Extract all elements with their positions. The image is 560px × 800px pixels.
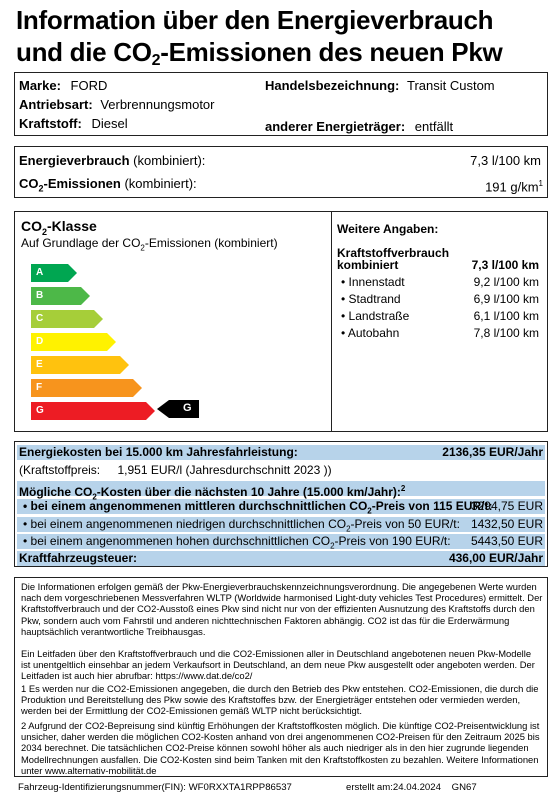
further-info-item-label: • Autobahn (341, 326, 400, 340)
created-label: erstellt am: (346, 782, 393, 793)
further-info-item-label: • Stadtrand (341, 292, 401, 306)
combined-label: kombiniert (337, 258, 399, 272)
co2-class-letter: E (36, 359, 43, 370)
disclaimer-paragraph-1: Die Informationen erfolgen gemäß der Pkw-Energieverbrauchskennzeichnungsverordnung. Die angegebenen Werte wurden nach dem vorgeschriebenen Messverfahren WLTP (Worldwide harmonised Light-duty vehicles Test Procedures) ermittelt. Der Kraftstoffverbrauch und der CO2-Ausstoß eines Pkw sind nicht nur von der effizienten Ausnutzung des Kraftstoffs durch den Pkw, sondern auch vom Fahrstil und anderen nichttechnischen Faktoren abhängig. CO2 ist das für die Erderwärmung hauptsächlich verantwortliche Treibhausgas. (21, 581, 543, 637)
scenario-mid-label: • bei einem angenommenen mittleren durchschnittlichen $CO_2$-Preis von 115 EUR/t: (23, 499, 493, 516)
co2-class-bar-b (31, 287, 90, 305)
scenario-mid-value: 3294,75 EUR (470, 499, 543, 513)
drive-label: Antriebsart: (19, 97, 93, 112)
further-info-item-text: Innenstadt (348, 275, 405, 289)
scenario-low-label-sub: 2 (346, 524, 351, 534)
scenario-high-label-pre: bei einem angenommenen hohen durchschnittlichen CO (30, 534, 331, 548)
co2-class-bar-d (31, 333, 116, 351)
co2-costs-footnote-ref: 2 (400, 484, 406, 493)
scenario-mid-label-post: -Preis von 115 EUR/t: (371, 499, 493, 513)
co2-costs-heading-sub: 2 (92, 492, 97, 502)
co2-box-divider (331, 212, 332, 431)
vehicle-tax-value: 436,00 EUR/Jahr (448, 551, 543, 565)
scenario-high-value: 5443,50 EUR (470, 534, 543, 548)
fuel-consumption-label: Kraftstoffverbrauch (337, 246, 450, 260)
further-info-item-value: 7,8 l/100 km (473, 326, 539, 340)
emissions-label-post: -Emissionen (43, 176, 121, 191)
co2-class-bar-a (31, 264, 77, 282)
brand-row (19, 77, 107, 94)
vehicle-tax-label: Kraftfahrzeugsteuer: (19, 551, 138, 565)
other-energy-row (265, 118, 453, 135)
co2-class-subheading (21, 236, 278, 252)
emissions-qualifier: (kombiniert): (124, 176, 197, 191)
further-info-item-value: 6,9 l/100 km (473, 292, 539, 306)
co2-class-box (14, 211, 548, 432)
scenario-high-label-sub: 2 (330, 541, 335, 551)
combined-value: 7,3 l/100 km (471, 258, 539, 272)
emissions-value-row (485, 175, 543, 195)
co2-class-bar-e (31, 356, 129, 374)
further-info-item-text: Landstraße (348, 309, 410, 323)
fuel-price-label: (Kraftstoffpreis: (19, 463, 101, 477)
emissions-label-pre: CO (19, 176, 39, 191)
scenario-high-label: • bei einem angenommenen hohen durchschnittlichen $CO_2$-Preis von 190 EUR/t: (23, 534, 451, 551)
vin-label: Fahrzeug-Identifizierungsnummer(FIN): (18, 782, 186, 793)
disclaimer-paragraph-2: Ein Leitfaden über den Kraftstoffverbrauch und die CO2-Emissionen aller in Deutschland angebotenen neuen Pkw-Modelle ist unentgeltlich einsehbar an jedem Verkaufsort in Deutschland, an dem neue Pkw ausgestellt oder angeboten werden. Der Leitfaden ist auch hier abrufbar: https://www.dat.de/co2/ (21, 648, 535, 682)
vehicle-info-box (14, 72, 548, 136)
scenario-low-label-pre: bei einem angenommenen niedrigen durchschnittlichen CO (30, 517, 347, 531)
trade-name-row (265, 77, 495, 94)
co2-class-bar-c (31, 310, 103, 328)
consumption-qualifier: (kombiniert): (133, 153, 206, 168)
scenario-mid-label-sub: 2 (367, 506, 372, 516)
other-energy-value: entfällt (414, 119, 454, 134)
footnote-1: 1 Es werden nur die CO2-Emissionen angegeben, die durch den Betrieb des Pkw entstehen. CO2-Emissionen, die durch die Produktion und Bereitstellung des Pkw sowie des Kraftstoffes bzw. der Energieträger entstehen oder vermieden werden, werden bei der Ermittlung der CO2-Emissionen gemäß WLTP nicht berücksichtigt. (21, 683, 539, 717)
emissions-footnote-ref: 1 (538, 179, 543, 188)
emissions-row (19, 175, 197, 198)
scenario-low-label-post: -Preis von 50 EUR/t: (350, 517, 460, 531)
brand-label: Marke: (19, 78, 61, 93)
co2-class-letter: G (36, 405, 44, 416)
fuel-price-value: 1,951 EUR/l (Jahresdurchschnitt 2023 )) (117, 463, 332, 477)
vin-value: WF0RXXTA1RPP86537 (188, 782, 292, 793)
co2-class-arrow-icon (31, 379, 142, 397)
drive-row (19, 96, 215, 113)
co2-costs-heading-post: -Kosten über die nächsten 10 Jahre (15.000 km/Jahr): (96, 485, 401, 499)
emissions-label-sub: 2 (38, 183, 44, 194)
title-line-2 (16, 36, 502, 77)
created-row (346, 782, 477, 793)
further-info-item-text: Autobahn (347, 326, 400, 340)
co2-class-arrow-icon (31, 356, 129, 374)
co2-class-heading-sub: 2 (42, 226, 48, 237)
document-code: GN67 (451, 782, 477, 793)
co2-class-letter: B (36, 290, 44, 301)
scenario-mid-label-pre: bei einem angenommenen mittleren durchschnittlichen CO (30, 499, 368, 513)
fuel-row (19, 115, 128, 132)
fuel-value: Diesel (91, 116, 128, 131)
title-line-2-post: -Emissionen des neuen Pkw (160, 37, 503, 67)
scenario-high-label-post: -Preis von 190 EUR/t: (334, 534, 451, 548)
current-class-indicator (157, 400, 199, 418)
emissions-value: 191 g/km (485, 179, 539, 195)
fuel-label: Kraftstoff: (19, 116, 82, 131)
costs-box (14, 441, 548, 567)
consumption-summary-box (14, 146, 548, 198)
current-class-label: G (183, 402, 192, 414)
consumption-row (19, 152, 205, 169)
title-line-2-pre: und die CO (16, 37, 152, 67)
co2-class-bar-g (31, 402, 155, 420)
drive-value: Verbrennungsmotor (100, 97, 215, 112)
footnote-2: 2 Aufgrund der CO2-Bepreisung sind künftig Erhöhungen der Kraftstoffkosten möglich. Die künftige CO2-Preisentwicklung ist unsicher, daher werden die möglichen CO2-Kosten anhand von drei angenommenen CO2-Preisen für den Zeitraum 2025 bis 2034 berechnet. Die tatsächlichen CO2-Preise können sowohl höher als auch niedriger als in den hier zugrunde liegenden Modellrechnungen ausfallen. Die CO2-Kosten sind beim Tanken mit den Kraftstoffkosten zu bezahlen. Weitere Informationen unter www.alternativ-mobilität.de (21, 720, 540, 776)
vin-row (18, 782, 292, 793)
co2-class-heading-pre: CO (21, 218, 42, 234)
further-info-item-value: 6,1 l/100 km (473, 309, 539, 323)
energy-costs-label: Energiekosten bei 15.000 km Jahresfahrleistung: (19, 445, 298, 459)
co2-class-letter: C (36, 313, 44, 324)
further-info-item-label: • Innenstadt (341, 275, 405, 289)
trade-name-value: Transit Custom (406, 78, 495, 93)
consumption-value: 7,3 l/100 km (470, 153, 541, 168)
current-class-arrow-icon (157, 400, 199, 418)
co2-class-letter: D (36, 336, 44, 347)
co2-costs-heading-pre: Mögliche CO (19, 485, 93, 499)
further-info-item-text: Stadtrand (348, 292, 401, 306)
created-value: 24.04.2024 (392, 782, 441, 793)
further-info-heading: Weitere Angaben: (337, 222, 439, 236)
trade-name-label: Handelsbezeichnung: (265, 78, 400, 93)
co2-class-subheading-post: -Emissionen (kombiniert) (144, 236, 278, 250)
co2-class-subheading-sub: 2 (140, 243, 145, 253)
page-title (16, 4, 502, 77)
other-energy-label: anderer Energieträger: (265, 119, 406, 134)
co2-class-letter: A (36, 267, 44, 278)
title-line-2-sub: 2 (151, 52, 161, 69)
further-info-item-value: 9,2 l/100 km (473, 275, 539, 289)
scenario-low-value: 1432,50 EUR (470, 517, 543, 531)
further-info-item-label: • Landstraße (341, 309, 410, 323)
brand-value: FORD (70, 78, 108, 93)
co2-class-heading-post: -Klasse (47, 218, 97, 234)
energy-costs-value: 2136,35 EUR/Jahr (442, 445, 543, 459)
co2-class-letter: F (36, 382, 43, 393)
co2-class-arrow-icon (31, 402, 155, 420)
co2-class-arrow-icon (31, 333, 116, 351)
title-line-1: Information über den Energieverbrauch (16, 5, 494, 35)
fuel-price-row (19, 463, 332, 478)
disclaimer-box (14, 577, 548, 777)
scenario-low-label: • bei einem angenommenen niedrigen durchschnittlichen $CO_2$-Preis von 50 EUR/t: (23, 517, 460, 534)
co2-class-bar-f (31, 379, 142, 397)
co2-class-heading (21, 218, 97, 237)
consumption-label: Energieverbrauch (19, 153, 130, 168)
co2-class-subheading-pre: Auf Grundlage der CO (21, 236, 141, 250)
